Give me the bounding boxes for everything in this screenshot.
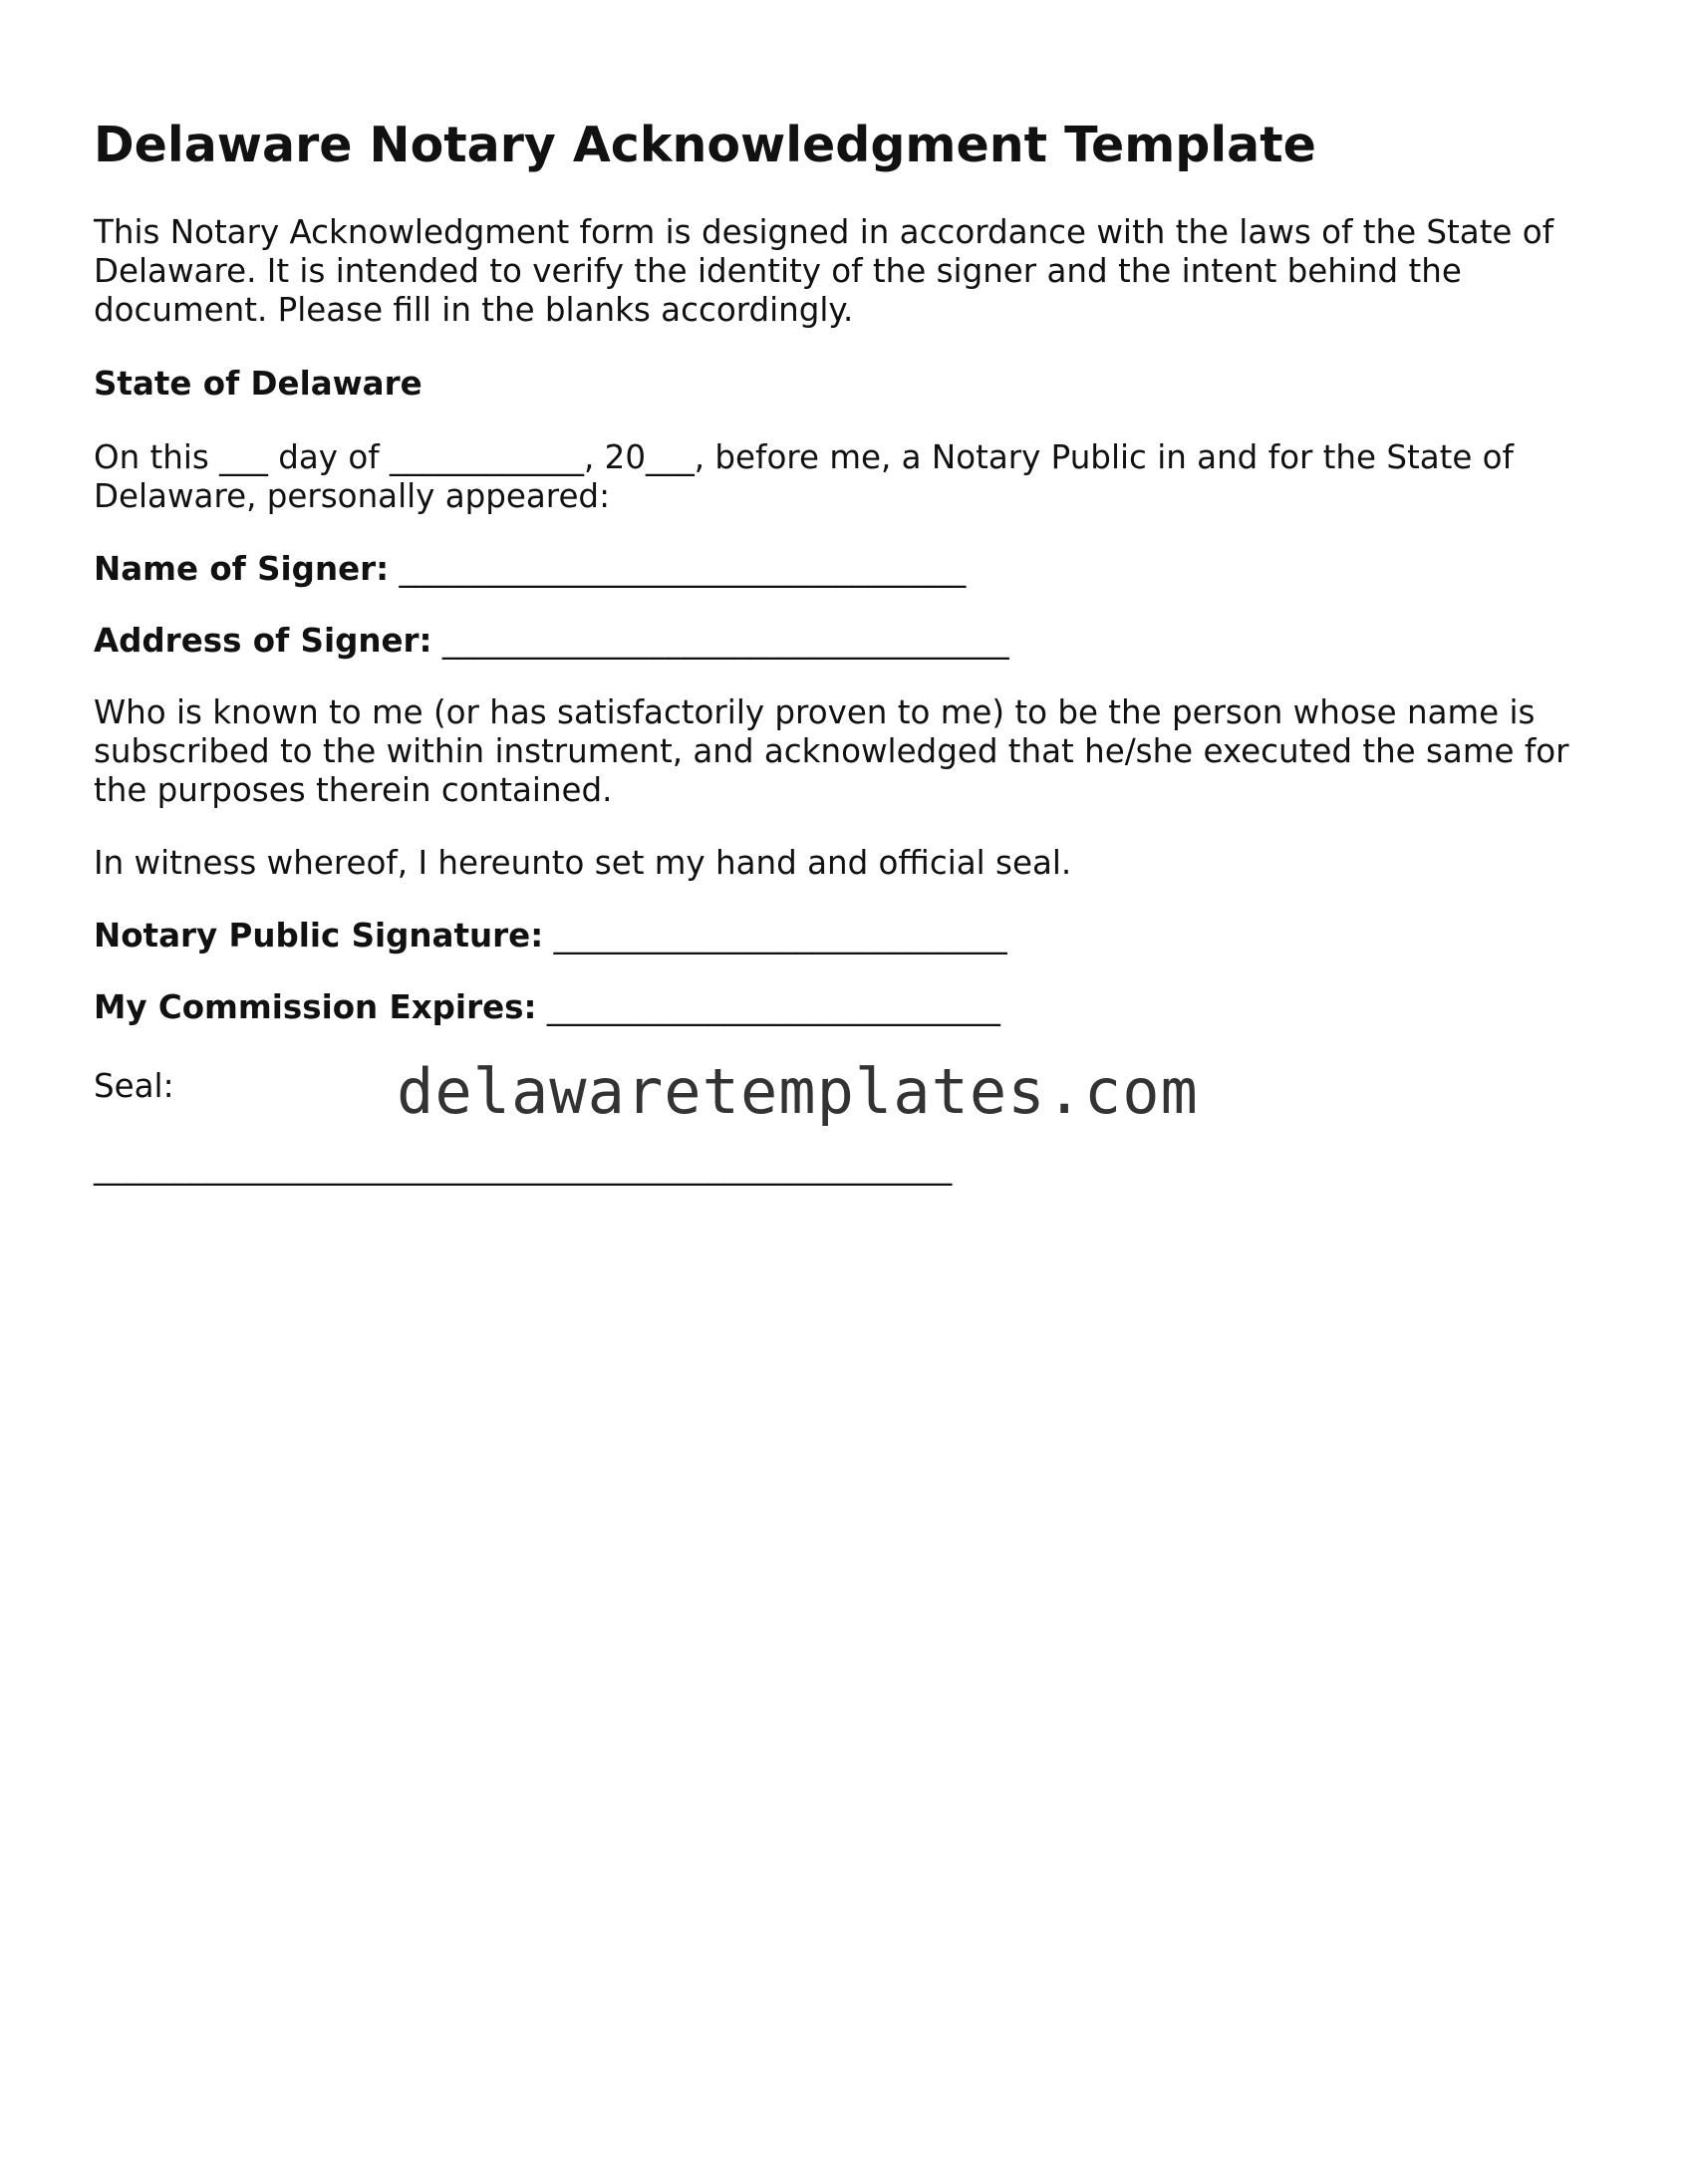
commission-expires-blank[interactable]: ____________________________ bbox=[546, 988, 1000, 1026]
state-heading: State of Delaware bbox=[94, 365, 422, 403]
name-of-signer-blank[interactable]: ___________________________________ bbox=[399, 550, 967, 588]
name-of-signer-field[interactable] bbox=[94, 550, 966, 589]
name-of-signer-label: Name of Signer: bbox=[94, 550, 390, 588]
intro-paragraph: This Notary Acknowledgment form is designed in accordance with the laws of the State of Delaware. It is intended to verify the identity of the signer and the intent behind the document. Please fill in the blanks accordingly. bbox=[94, 213, 1554, 329]
commission-expires-label: My Commission Expires: bbox=[94, 988, 537, 1026]
page-title: Delaware Notary Acknowledgment Template bbox=[94, 117, 1316, 173]
notary-signature-field[interactable] bbox=[94, 917, 1007, 956]
acknowledgment-paragraph: Who is known to me (or has satisfactorily proven to me) to be the person whose name is subscribed to the within instrument, and acknowledged that he/she executed the same for the purposes therein contained. bbox=[94, 693, 1569, 809]
address-of-signer-label: Address of Signer: bbox=[94, 622, 432, 660]
notary-signature-label: Notary Public Signature: bbox=[94, 917, 544, 955]
witness-statement: In witness whereof, I hereunto set my hand and official seal. bbox=[94, 844, 1072, 882]
seal-label: Seal: bbox=[94, 1067, 174, 1105]
seal-blank[interactable]: _____________________________________________________ bbox=[94, 1148, 953, 1186]
address-of-signer-field[interactable] bbox=[94, 622, 1009, 661]
watermark: delawaretemplates.com bbox=[397, 1055, 1199, 1128]
address-of-signer-blank[interactable]: ___________________________________ bbox=[441, 622, 1009, 660]
commission-expires-field[interactable] bbox=[94, 988, 1000, 1027]
notary-signature-blank[interactable]: ____________________________ bbox=[553, 917, 1007, 955]
appearance-paragraph: On this ___ day of ____________, 20___, before me, a Notary Public in and for the State of Delaware, personally appeared: bbox=[94, 438, 1515, 515]
